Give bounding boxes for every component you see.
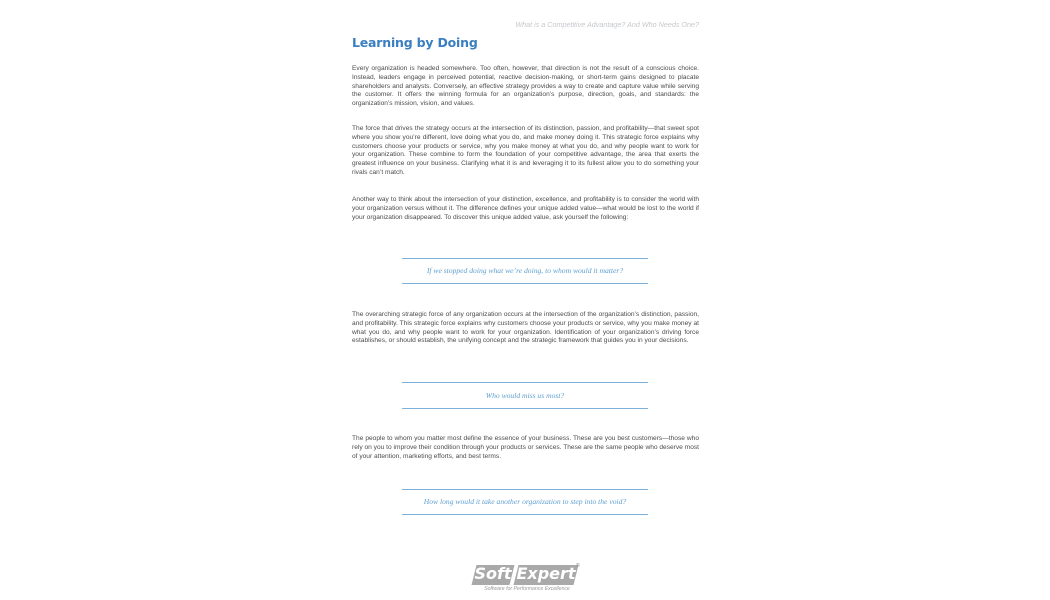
logo-word-expert: Expert [516, 564, 576, 583]
pull-quote-2 [402, 382, 648, 409]
paragraph-1: Every organization is headed somewhere. Too often, however, that direction is not the result of a conscious choice. Instead, leaders engage in perceived potential, reactive decision-making, or short-term gains designed to placate shareholders and analysts. Conversely, an effective strategy provides a way to create and capture value while serving the customer. It offers the winning formula for an organization’s purpose, direction, goals, and standards: the organization’s mission, vision, and values. [352, 65, 699, 108]
document-page [352, 0, 699, 600]
section-title: Learning by Doing [352, 35, 478, 50]
running-header: What is a Competitive Advantage? And Who Needs One? [515, 20, 699, 29]
pull-quote-1-text: If we stopped doing what we’re doing, to whom would it matter? [426, 266, 624, 275]
logo-tagline: Software for Performance Excellence [484, 586, 570, 592]
pull-quote-3-text: How long would it take another organization to step into the void? [423, 497, 627, 506]
logo-word-soft: Soft [474, 564, 512, 583]
pull-quote-1 [402, 258, 648, 284]
pull-quote-2-text: Who would miss us most? [485, 391, 565, 400]
paragraph-5: The people to whom you matter most define the essence of your business. These are you best customers—those who rely on you to improve their condition through your products or services. These are the same people who deserve most of your attention, marketing efforts, and best terms. [352, 435, 699, 460]
paragraph-3: Another way to think about the intersection of your distinction, excellence, and profitability is to consider the world with your organization versus without it. The difference defines your unique added value—what would be lost to the world if your organization disappeared. To discover this unique added value, ask yourself the following: [352, 196, 699, 221]
registered-mark: ® [576, 563, 580, 569]
pull-quote-3 [402, 489, 648, 515]
paragraph-2: The force that drives the strategy occurs at the intersection of its distinction, passion, and profitability—that sweet spot where you show you’re different, love doing what you do, and make money doing it. This strategic force explains why customers choose your products or service, why you make money at what you do, and why people want to work for your organization. These combine to form the foundation of your competitive advantage, the area that exerts the greatest influence on your business. Clarifying what it is and leveraging it to its fullest allow you to do something your rivals can’t match. [352, 125, 699, 176]
paragraph-4: The overarching strategic force of any organization occurs at the intersection of the organization’s distinction, passion, and profitability. This strategic force explains why customers choose your products or service, why you make money at what you do, and why people want to work for your organization. Identification of your organization’s driving force establishes, or should establish, the unifying concept and the strategic framework that guides you in your decisions. [352, 311, 699, 345]
softexpert-logo [472, 563, 582, 597]
